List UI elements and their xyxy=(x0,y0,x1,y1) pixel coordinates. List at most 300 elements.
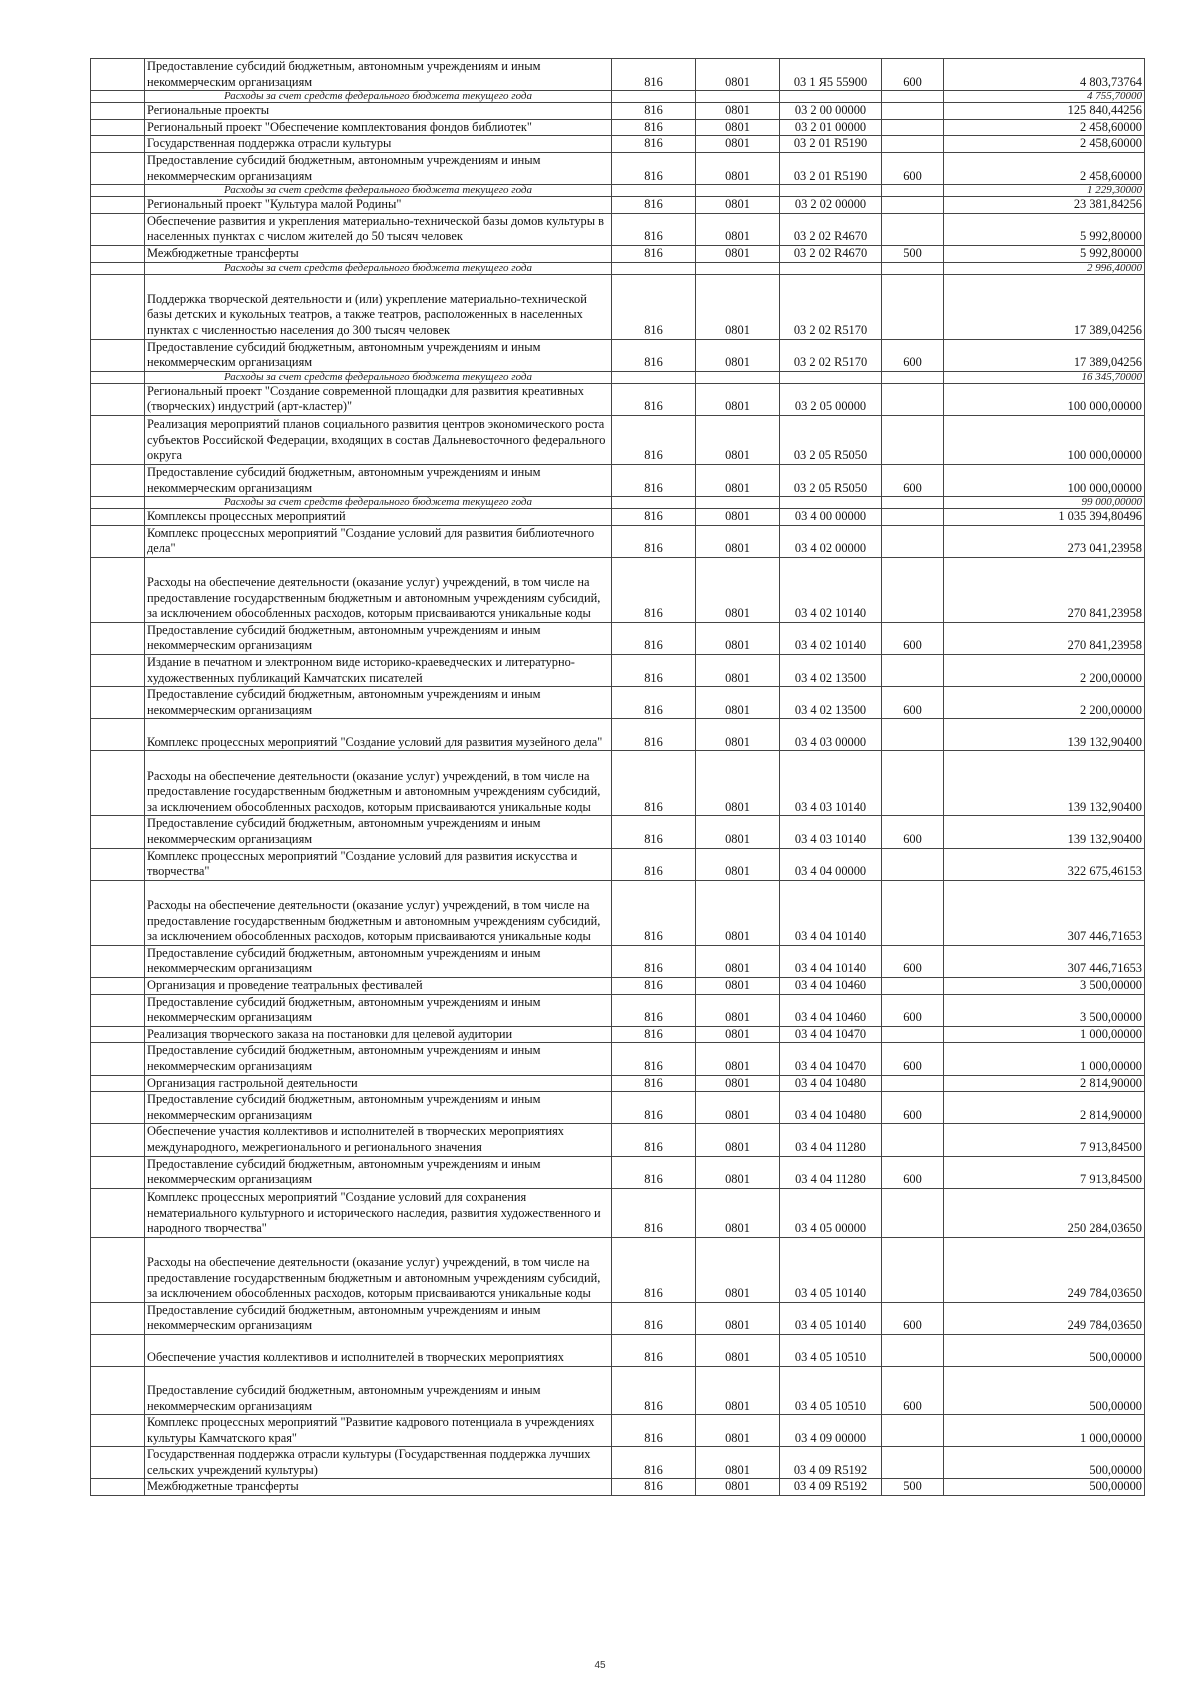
row-expense-type-cell xyxy=(882,119,944,136)
row-expense-type-cell: 600 xyxy=(882,1156,944,1188)
table-row xyxy=(91,880,1145,945)
row-grbs-cell: 816 xyxy=(612,136,696,153)
row-target-code-cell: 03 2 00 00000 xyxy=(780,103,882,120)
row-expense-type-cell: 600 xyxy=(882,945,944,977)
row-target-code-cell: 03 4 04 10480 xyxy=(780,1092,882,1124)
row-target-code-cell: 03 4 03 10140 xyxy=(780,816,882,848)
row-name-cell: Региональные проекты xyxy=(145,103,612,120)
row-expense-type-cell xyxy=(882,1334,944,1366)
row-amount-cell: 1 000,00000 xyxy=(944,1043,1145,1075)
row-section-cell: 0801 xyxy=(696,103,780,120)
row-amount-cell: 5 992,80000 xyxy=(944,213,1145,245)
row-grbs-cell: 816 xyxy=(612,978,696,995)
row-amount-cell: 500,00000 xyxy=(944,1334,1145,1366)
row-indent-cell xyxy=(91,655,145,687)
row-target-code-cell: 03 4 04 10460 xyxy=(780,978,882,995)
row-section-cell: 0801 xyxy=(696,1043,780,1075)
row-name-cell: Межбюджетные трансферты xyxy=(145,245,612,262)
row-amount-cell: 3 500,00000 xyxy=(944,994,1145,1026)
row-name-cell: Государственная поддержка отрасли культуры xyxy=(145,136,612,153)
row-indent-cell xyxy=(91,848,145,880)
row-target-code-cell: 03 2 01 R5190 xyxy=(780,136,882,153)
row-section-cell: 0801 xyxy=(696,655,780,687)
row-target-code-cell: 03 4 04 11280 xyxy=(780,1124,882,1156)
row-section-cell: 0801 xyxy=(696,383,780,415)
row-indent-cell xyxy=(91,1026,145,1043)
row-target-code-cell xyxy=(780,371,882,383)
row-section-cell: 0801 xyxy=(696,622,780,654)
row-target-code-cell: 03 4 09 R5192 xyxy=(780,1479,882,1496)
row-expense-type-cell xyxy=(882,371,944,383)
row-name-cell: Комплекс процессных мероприятий "Создание условий для сохранения нематериального культурного и исторического наследия, развития художественного и народного творчества" xyxy=(145,1188,612,1237)
table-row xyxy=(91,1075,1145,1092)
row-amount-cell: 1 229,30000 xyxy=(944,185,1145,197)
row-grbs-cell: 816 xyxy=(612,274,696,339)
table-row xyxy=(91,1156,1145,1188)
row-name-cell: Реализация мероприятий планов социального развития центров экономического роста субъектов Российской Федерации, входящих в состав Дальневосточного федерального округа xyxy=(145,415,612,464)
row-section-cell: 0801 xyxy=(696,1415,780,1447)
row-grbs-cell: 816 xyxy=(612,1334,696,1366)
row-indent-cell xyxy=(91,719,145,751)
row-indent-cell xyxy=(91,1302,145,1334)
row-grbs-cell: 816 xyxy=(612,1092,696,1124)
row-expense-type-cell xyxy=(882,415,944,464)
table-row xyxy=(91,655,1145,687)
row-grbs-cell: 816 xyxy=(612,557,696,622)
row-section-cell: 0801 xyxy=(696,119,780,136)
row-grbs-cell: 816 xyxy=(612,213,696,245)
row-name-cell: Обеспечение участия коллективов и исполнителей в творческих мероприятиях международного, межрегионального и регионального значения xyxy=(145,1124,612,1156)
row-indent-cell xyxy=(91,371,145,383)
row-expense-type-cell xyxy=(882,848,944,880)
row-section-cell: 0801 xyxy=(696,1479,780,1496)
row-grbs-cell: 816 xyxy=(612,816,696,848)
row-section-cell: 0801 xyxy=(696,978,780,995)
row-indent-cell xyxy=(91,509,145,526)
row-amount-cell: 100 000,00000 xyxy=(944,415,1145,464)
row-amount-cell: 2 458,60000 xyxy=(944,136,1145,153)
row-expense-type-cell: 600 xyxy=(882,59,944,91)
row-target-code-cell: 03 4 05 10140 xyxy=(780,1302,882,1334)
row-amount-cell: 270 841,23958 xyxy=(944,622,1145,654)
row-expense-type-cell: 600 xyxy=(882,622,944,654)
table-row xyxy=(91,751,1145,816)
row-indent-cell xyxy=(91,1334,145,1366)
row-indent-cell xyxy=(91,1124,145,1156)
row-expense-type-cell xyxy=(882,103,944,120)
row-amount-cell: 100 000,00000 xyxy=(944,464,1145,496)
row-amount-cell: 322 675,46153 xyxy=(944,848,1145,880)
row-grbs-cell xyxy=(612,91,696,103)
row-target-code-cell: 03 2 02 R4670 xyxy=(780,245,882,262)
table-row xyxy=(91,415,1145,464)
table-row xyxy=(91,339,1145,371)
table-row xyxy=(91,1237,1145,1302)
row-expense-type-cell: 600 xyxy=(882,994,944,1026)
row-grbs-cell: 816 xyxy=(612,119,696,136)
row-grbs-cell: 816 xyxy=(612,994,696,1026)
row-amount-cell: 7 913,84500 xyxy=(944,1156,1145,1188)
row-grbs-cell: 816 xyxy=(612,152,696,184)
table-row xyxy=(91,1092,1145,1124)
table-row xyxy=(91,383,1145,415)
row-indent-cell xyxy=(91,339,145,371)
table-row xyxy=(91,1479,1145,1496)
row-name-cell: Межбюджетные трансферты xyxy=(145,1479,612,1496)
row-expense-type-cell xyxy=(882,1124,944,1156)
table-row xyxy=(91,525,1145,557)
row-grbs-cell: 816 xyxy=(612,1075,696,1092)
row-amount-cell: 2 200,00000 xyxy=(944,687,1145,719)
row-indent-cell xyxy=(91,59,145,91)
row-grbs-cell: 816 xyxy=(612,1188,696,1237)
row-section-cell: 0801 xyxy=(696,1302,780,1334)
row-indent-cell xyxy=(91,274,145,339)
row-grbs-cell xyxy=(612,262,696,274)
row-expense-type-cell: 500 xyxy=(882,1479,944,1496)
row-amount-cell: 99 000,00000 xyxy=(944,497,1145,509)
row-section-cell: 0801 xyxy=(696,509,780,526)
row-target-code-cell: 03 4 04 10140 xyxy=(780,880,882,945)
row-amount-cell: 1 000,00000 xyxy=(944,1415,1145,1447)
row-indent-cell xyxy=(91,1366,145,1414)
row-indent-cell xyxy=(91,880,145,945)
federal-note-row xyxy=(91,262,1145,274)
row-indent-cell xyxy=(91,557,145,622)
row-expense-type-cell xyxy=(882,185,944,197)
row-name-cell: Региональный проект "Создание современной площадки для развития креативных (творческих) индустрий (арт-кластер)" xyxy=(145,383,612,415)
row-amount-cell: 500,00000 xyxy=(944,1479,1145,1496)
row-indent-cell xyxy=(91,1188,145,1237)
row-name-cell: Предоставление субсидий бюджетным, автономным учреждениям и иным некоммерческим организациям xyxy=(145,622,612,654)
row-grbs-cell: 816 xyxy=(612,245,696,262)
row-expense-type-cell: 600 xyxy=(882,339,944,371)
row-indent-cell xyxy=(91,1447,145,1479)
row-name-cell: Комплекс процессных мероприятий "Создание условий для развития библиотечного дела" xyxy=(145,525,612,557)
row-target-code-cell xyxy=(780,185,882,197)
federal-note-row xyxy=(91,497,1145,509)
row-amount-cell: 1 035 394,80496 xyxy=(944,509,1145,526)
table-row xyxy=(91,274,1145,339)
row-expense-type-cell xyxy=(882,719,944,751)
row-indent-cell xyxy=(91,978,145,995)
row-indent-cell xyxy=(91,136,145,153)
budget-table xyxy=(90,58,1145,1496)
row-expense-type-cell: 600 xyxy=(882,1092,944,1124)
row-expense-type-cell xyxy=(882,197,944,214)
row-section-cell: 0801 xyxy=(696,152,780,184)
row-indent-cell xyxy=(91,1156,145,1188)
row-indent-cell xyxy=(91,1075,145,1092)
table-row xyxy=(91,557,1145,622)
row-section-cell: 0801 xyxy=(696,880,780,945)
row-name-cell: Комплекс процессных мероприятий "Развитие кадрового потенциала в учреждениях культуры Камчатского края" xyxy=(145,1415,612,1447)
row-grbs-cell: 816 xyxy=(612,1479,696,1496)
row-name-cell: Комплекс процессных мероприятий "Создание условий для развития музейного дела" xyxy=(145,719,612,751)
page-number: 45 xyxy=(594,1660,606,1671)
row-section-cell: 0801 xyxy=(696,1334,780,1366)
row-target-code-cell: 03 4 05 10510 xyxy=(780,1366,882,1414)
row-section-cell: 0801 xyxy=(696,687,780,719)
row-expense-type-cell: 500 xyxy=(882,245,944,262)
row-amount-cell: 1 000,00000 xyxy=(944,1026,1145,1043)
row-target-code-cell: 03 4 02 13500 xyxy=(780,687,882,719)
row-name-cell: Предоставление субсидий бюджетным, автономным учреждениям и иным некоммерческим организациям xyxy=(145,1366,612,1414)
row-section-cell: 0801 xyxy=(696,719,780,751)
row-expense-type-cell xyxy=(882,1237,944,1302)
row-expense-type-cell: 600 xyxy=(882,816,944,848)
row-expense-type-cell xyxy=(882,497,944,509)
row-name-cell: Предоставление субсидий бюджетным, автономным учреждениям и иным некоммерческим организациям xyxy=(145,1156,612,1188)
row-grbs-cell: 816 xyxy=(612,1415,696,1447)
row-indent-cell xyxy=(91,1479,145,1496)
row-target-code-cell: 03 4 04 11280 xyxy=(780,1156,882,1188)
row-grbs-cell: 816 xyxy=(612,525,696,557)
row-name-cell: Предоставление субсидий бюджетным, автономным учреждениям и иным некоммерческим организациям xyxy=(145,816,612,848)
table-row xyxy=(91,994,1145,1026)
row-grbs-cell: 816 xyxy=(612,1302,696,1334)
row-expense-type-cell xyxy=(882,978,944,995)
row-section-cell xyxy=(696,185,780,197)
federal-note-row xyxy=(91,185,1145,197)
row-expense-type-cell xyxy=(882,880,944,945)
row-name-cell: Предоставление субсидий бюджетным, автономным учреждениям и иным некоммерческим организациям xyxy=(145,152,612,184)
row-indent-cell xyxy=(91,383,145,415)
row-section-cell: 0801 xyxy=(696,557,780,622)
table-row xyxy=(91,509,1145,526)
row-target-code-cell: 03 4 04 10470 xyxy=(780,1026,882,1043)
row-amount-cell: 500,00000 xyxy=(944,1366,1145,1414)
row-amount-cell: 139 132,90400 xyxy=(944,751,1145,816)
row-target-code-cell xyxy=(780,91,882,103)
row-grbs-cell: 816 xyxy=(612,945,696,977)
row-expense-type-cell xyxy=(882,1188,944,1237)
row-section-cell: 0801 xyxy=(696,1156,780,1188)
row-name-cell: Расходы за счет средств федерального бюджета текущего года xyxy=(145,91,612,103)
table-row xyxy=(91,978,1145,995)
row-grbs-cell: 816 xyxy=(612,197,696,214)
table-row xyxy=(91,719,1145,751)
row-grbs-cell: 816 xyxy=(612,339,696,371)
row-grbs-cell xyxy=(612,185,696,197)
row-section-cell: 0801 xyxy=(696,339,780,371)
row-section-cell xyxy=(696,497,780,509)
table-row xyxy=(91,848,1145,880)
row-expense-type-cell xyxy=(882,1447,944,1479)
row-name-cell: Расходы за счет средств федерального бюджета текущего года xyxy=(145,185,612,197)
row-target-code-cell: 03 2 01 R5190 xyxy=(780,152,882,184)
row-section-cell: 0801 xyxy=(696,994,780,1026)
row-grbs-cell: 816 xyxy=(612,59,696,91)
table-row xyxy=(91,197,1145,214)
row-indent-cell xyxy=(91,816,145,848)
row-grbs-cell: 816 xyxy=(612,1447,696,1479)
row-amount-cell: 4 803,73764 xyxy=(944,59,1145,91)
row-amount-cell: 2 814,90000 xyxy=(944,1092,1145,1124)
row-target-code-cell: 03 2 02 R5170 xyxy=(780,339,882,371)
row-name-cell: Расходы за счет средств федерального бюджета текущего года xyxy=(145,262,612,274)
row-expense-type-cell xyxy=(882,91,944,103)
row-indent-cell xyxy=(91,994,145,1026)
row-amount-cell: 17 389,04256 xyxy=(944,339,1145,371)
row-section-cell: 0801 xyxy=(696,1447,780,1479)
row-section-cell: 0801 xyxy=(696,274,780,339)
row-indent-cell xyxy=(91,213,145,245)
row-name-cell: Расходы на обеспечение деятельности (оказание услуг) учреждений, в том числе на предоставление государственным бюджетным и автономным учреждениям субсидий, за исключением обособленных расходов, которым присваиваются уникальные коды xyxy=(145,1237,612,1302)
row-grbs-cell: 816 xyxy=(612,103,696,120)
row-amount-cell: 2 996,40000 xyxy=(944,262,1145,274)
row-grbs-cell: 816 xyxy=(612,1124,696,1156)
row-amount-cell: 250 284,03650 xyxy=(944,1188,1145,1237)
row-indent-cell xyxy=(91,119,145,136)
row-grbs-cell: 816 xyxy=(612,383,696,415)
row-expense-type-cell: 600 xyxy=(882,1302,944,1334)
row-section-cell: 0801 xyxy=(696,59,780,91)
row-expense-type-cell xyxy=(882,655,944,687)
row-section-cell: 0801 xyxy=(696,464,780,496)
row-amount-cell: 249 784,03650 xyxy=(944,1237,1145,1302)
row-target-code-cell: 03 2 05 00000 xyxy=(780,383,882,415)
row-target-code-cell: 03 4 09 00000 xyxy=(780,1415,882,1447)
row-grbs-cell: 816 xyxy=(612,751,696,816)
table-row xyxy=(91,1124,1145,1156)
row-amount-cell: 4 755,70000 xyxy=(944,91,1145,103)
row-name-cell: Предоставление субсидий бюджетным, автономным учреждениям и иным некоммерческим организациям xyxy=(145,687,612,719)
row-name-cell: Предоставление субсидий бюджетным, автономным учреждениям и иным некоммерческим организациям xyxy=(145,339,612,371)
row-amount-cell: 307 446,71653 xyxy=(944,880,1145,945)
row-expense-type-cell xyxy=(882,262,944,274)
row-expense-type-cell xyxy=(882,213,944,245)
row-section-cell: 0801 xyxy=(696,1075,780,1092)
row-grbs-cell: 816 xyxy=(612,848,696,880)
row-indent-cell xyxy=(91,945,145,977)
row-target-code-cell xyxy=(780,262,882,274)
federal-note-row xyxy=(91,91,1145,103)
table-row xyxy=(91,59,1145,91)
row-name-cell: Региональный проект "Обеспечение комплектования фондов библиотек" xyxy=(145,119,612,136)
row-amount-cell: 125 840,44256 xyxy=(944,103,1145,120)
row-name-cell: Расходы за счет средств федерального бюджета текущего года xyxy=(145,497,612,509)
row-section-cell: 0801 xyxy=(696,1366,780,1414)
row-amount-cell: 139 132,90400 xyxy=(944,816,1145,848)
table-row xyxy=(91,1188,1145,1237)
row-section-cell: 0801 xyxy=(696,213,780,245)
row-expense-type-cell: 600 xyxy=(882,464,944,496)
table-row xyxy=(91,1447,1145,1479)
row-grbs-cell: 816 xyxy=(612,1043,696,1075)
row-expense-type-cell xyxy=(882,274,944,339)
row-grbs-cell xyxy=(612,497,696,509)
row-grbs-cell: 816 xyxy=(612,1237,696,1302)
table-row xyxy=(91,1026,1145,1043)
row-grbs-cell: 816 xyxy=(612,880,696,945)
row-section-cell xyxy=(696,262,780,274)
row-section-cell xyxy=(696,371,780,383)
row-expense-type-cell xyxy=(882,1026,944,1043)
row-amount-cell: 16 345,70000 xyxy=(944,371,1145,383)
row-grbs-cell: 816 xyxy=(612,509,696,526)
row-amount-cell: 270 841,23958 xyxy=(944,557,1145,622)
row-section-cell: 0801 xyxy=(696,197,780,214)
budget-table-body xyxy=(91,59,1145,1496)
row-name-cell: Предоставление субсидий бюджетным, автономным учреждениям и иным некоммерческим организациям xyxy=(145,1302,612,1334)
row-expense-type-cell xyxy=(882,751,944,816)
row-amount-cell: 3 500,00000 xyxy=(944,978,1145,995)
row-grbs-cell: 816 xyxy=(612,464,696,496)
row-indent-cell xyxy=(91,1092,145,1124)
row-target-code-cell: 03 4 02 13500 xyxy=(780,655,882,687)
row-name-cell: Предоставление субсидий бюджетным, автономным учреждениям и иным некоммерческим организациям xyxy=(145,945,612,977)
row-name-cell: Организация гастрольной деятельности xyxy=(145,1075,612,1092)
row-name-cell: Предоставление субсидий бюджетным, автономным учреждениям и иным некоммерческим организациям xyxy=(145,1043,612,1075)
row-indent-cell xyxy=(91,152,145,184)
row-target-code-cell: 03 2 02 00000 xyxy=(780,197,882,214)
row-amount-cell: 2 458,60000 xyxy=(944,119,1145,136)
row-amount-cell: 249 784,03650 xyxy=(944,1302,1145,1334)
row-grbs-cell: 816 xyxy=(612,687,696,719)
row-section-cell: 0801 xyxy=(696,136,780,153)
row-amount-cell: 307 446,71653 xyxy=(944,945,1145,977)
row-indent-cell xyxy=(91,103,145,120)
row-name-cell: Поддержка творческой деятельности и (или) укрепление материально-технической базы детских и кукольных театров, а также театров, расположенных в населенных пунктах с численностью населения до 300 тысяч человек xyxy=(145,274,612,339)
table-row xyxy=(91,816,1145,848)
row-amount-cell: 100 000,00000 xyxy=(944,383,1145,415)
row-amount-cell: 7 913,84500 xyxy=(944,1124,1145,1156)
row-amount-cell: 5 992,80000 xyxy=(944,245,1145,262)
row-target-code-cell: 03 4 04 10140 xyxy=(780,945,882,977)
row-grbs-cell: 816 xyxy=(612,622,696,654)
row-section-cell: 0801 xyxy=(696,848,780,880)
row-indent-cell xyxy=(91,751,145,816)
row-expense-type-cell: 600 xyxy=(882,1043,944,1075)
row-target-code-cell: 03 1 Я5 55900 xyxy=(780,59,882,91)
table-row xyxy=(91,622,1145,654)
federal-note-row xyxy=(91,371,1145,383)
table-row xyxy=(91,1415,1145,1447)
row-grbs-cell xyxy=(612,371,696,383)
row-expense-type-cell: 600 xyxy=(882,1366,944,1414)
row-indent-cell xyxy=(91,1415,145,1447)
row-indent-cell xyxy=(91,185,145,197)
row-section-cell xyxy=(696,91,780,103)
row-indent-cell xyxy=(91,1043,145,1075)
row-name-cell: Расходы на обеспечение деятельности (оказание услуг) учреждений, в том числе на предоставление государственным бюджетным и автономным учреждениям субсидий, за исключением обособленных расходов, которым присваиваются уникальные коды xyxy=(145,751,612,816)
row-target-code-cell: 03 2 05 R5050 xyxy=(780,464,882,496)
row-expense-type-cell xyxy=(882,509,944,526)
table-row xyxy=(91,1043,1145,1075)
row-name-cell: Предоставление субсидий бюджетным, автономным учреждениям и иным некоммерческим организациям xyxy=(145,994,612,1026)
row-section-cell: 0801 xyxy=(696,1237,780,1302)
row-indent-cell xyxy=(91,262,145,274)
table-row xyxy=(91,1334,1145,1366)
row-target-code-cell: 03 4 04 10470 xyxy=(780,1043,882,1075)
row-expense-type-cell xyxy=(882,525,944,557)
row-amount-cell: 500,00000 xyxy=(944,1447,1145,1479)
row-amount-cell: 139 132,90400 xyxy=(944,719,1145,751)
row-amount-cell: 273 041,23958 xyxy=(944,525,1145,557)
row-name-cell: Издание в печатном и электронном виде историко-краеведческих и литературно-художественных публикаций Камчатских писателей xyxy=(145,655,612,687)
row-indent-cell xyxy=(91,245,145,262)
row-name-cell: Государственная поддержка отрасли культуры (Государственная поддержка лучших сельских учреждений культуры) xyxy=(145,1447,612,1479)
row-target-code-cell: 03 4 04 00000 xyxy=(780,848,882,880)
row-grbs-cell: 816 xyxy=(612,719,696,751)
row-name-cell: Расходы за счет средств федерального бюджета текущего года xyxy=(145,371,612,383)
row-name-cell: Комплексы процессных мероприятий xyxy=(145,509,612,526)
row-name-cell: Обеспечение участия коллективов и исполнителей в творческих мероприятиях xyxy=(145,1334,612,1366)
table-row xyxy=(91,1366,1145,1414)
row-target-code-cell: 03 4 05 10510 xyxy=(780,1334,882,1366)
row-grbs-cell: 816 xyxy=(612,415,696,464)
